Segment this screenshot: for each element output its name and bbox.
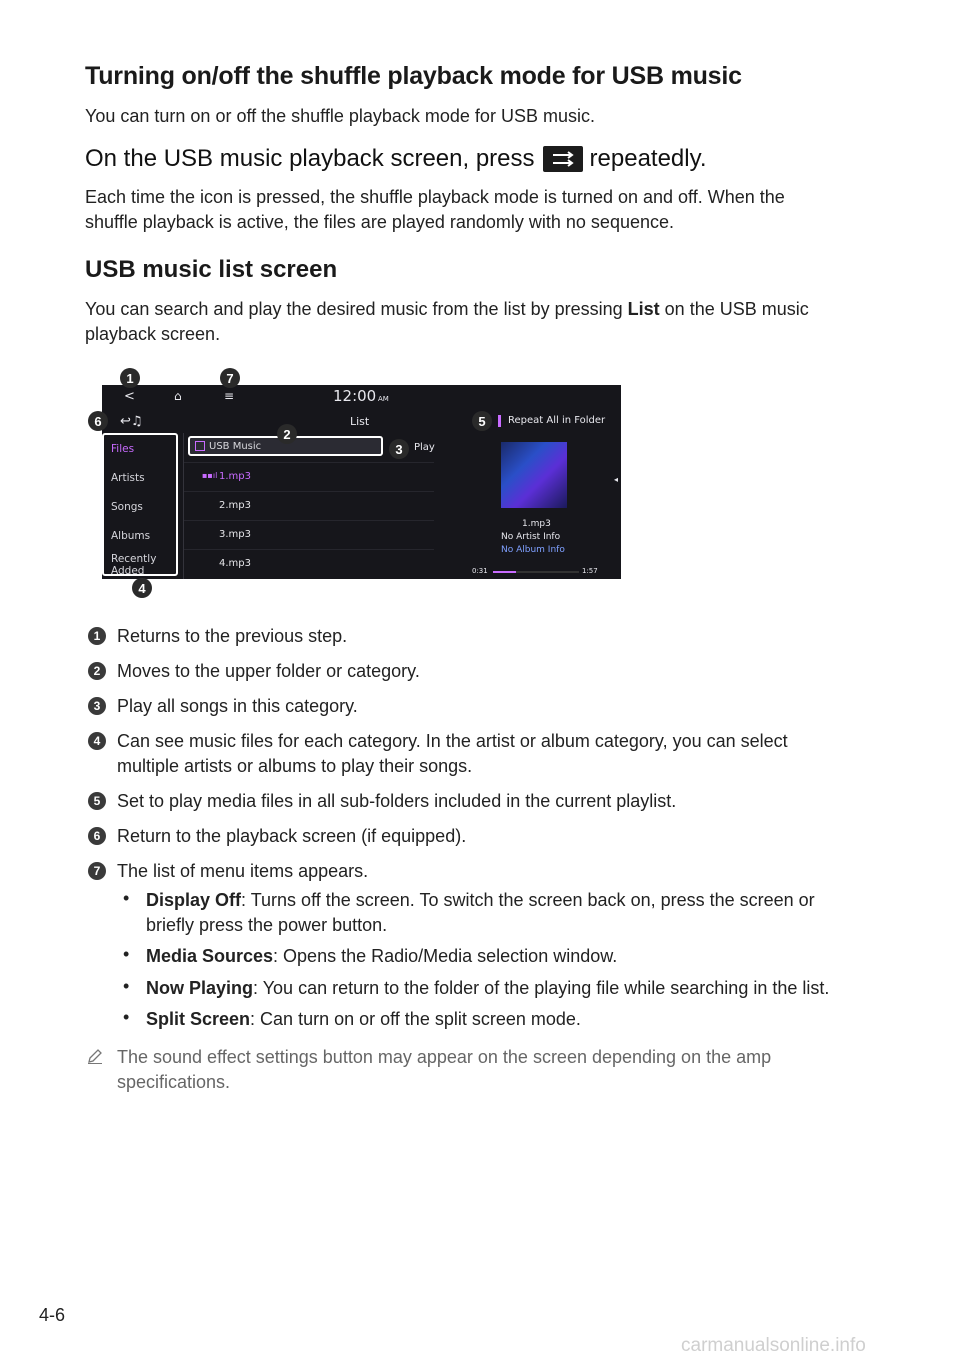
- path-label: USB Music: [209, 441, 262, 452]
- desc-line-1: Each time the icon is pressed, the shuffle playback mode is turned on and off. When the: [85, 187, 785, 207]
- album-art: [501, 442, 567, 508]
- callout-7: 7: [220, 368, 240, 388]
- bullet-dot: •: [123, 1007, 130, 1027]
- bullet-media-sources: [146, 944, 886, 969]
- category-recently[interactable]: Recently: [111, 553, 157, 565]
- desc-line-2: shuffle playback is active, the files are played randomly with no sequence.: [85, 212, 674, 232]
- return-playback-icon[interactable]: ↩♫: [120, 414, 143, 429]
- bullet-bold: Media Sources: [146, 946, 274, 966]
- step-heading: [85, 145, 707, 173]
- home-icon[interactable]: ⌂: [174, 389, 182, 403]
- item-text-5: Set to play media files in all sub-folders included in the current playlist.: [117, 791, 677, 811]
- bullet-display-off: [146, 888, 886, 913]
- item-text-4: Can see music files for each category. In the artist or album category, you can select: [117, 731, 788, 751]
- bullet-split-screen: [146, 1007, 886, 1032]
- repeat-indicator: [498, 415, 501, 427]
- back-icon[interactable]: <: [124, 389, 135, 404]
- section-heading-list: USB music list screen: [85, 256, 338, 283]
- callout-6: 6: [88, 411, 108, 431]
- page-number: 4-6: [39, 1305, 66, 1325]
- note-line-2: specifications.: [117, 1072, 231, 1092]
- bullet-text: : Opens the Radio/Media selection window.: [273, 946, 618, 966]
- folder-icon: [195, 441, 205, 451]
- progress-track[interactable]: [493, 571, 579, 573]
- bullet-dot: •: [123, 976, 130, 996]
- category-albums[interactable]: Albums: [111, 530, 151, 542]
- bullet-dot: •: [123, 944, 130, 964]
- item-text-7: The list of menu items appears.: [117, 861, 369, 881]
- menu-icon[interactable]: ≡: [224, 389, 235, 403]
- np-elapsed: 0:31: [472, 567, 488, 575]
- callout-5: 5: [472, 411, 492, 431]
- bullet-text: : Turns off the screen. To switch the screen back on, press the screen or: [241, 890, 815, 910]
- np-artist: No Artist Info: [501, 532, 561, 542]
- bullet-bold: Now Playing: [146, 978, 254, 998]
- item-text-4b: multiple artists or albums to play their songs.: [117, 756, 473, 776]
- intro-list-after: on the USB music: [664, 299, 809, 319]
- track-4[interactable]: 4.mp3: [219, 558, 251, 569]
- watermark: carmanualsonline.info: [681, 1335, 866, 1356]
- item-num-3: 3: [88, 697, 106, 715]
- play-all-button[interactable]: Play: [414, 442, 435, 453]
- bullet-text: : You can return to the folder of the playing file while searching in the list.: [253, 978, 830, 998]
- step-text-before: On the USB music playback screen, press: [85, 145, 535, 172]
- np-album: No Album Info: [501, 545, 565, 555]
- bullet-display-off-cont: briefly press the power button.: [146, 915, 388, 935]
- item-num-5: 5: [88, 792, 106, 810]
- item-num-2: 2: [88, 662, 106, 680]
- track-3[interactable]: 3.mp3: [219, 529, 251, 540]
- repeat-button[interactable]: Repeat All in Folder: [508, 415, 606, 426]
- category-songs[interactable]: Songs: [111, 501, 143, 513]
- usb-list-screen: [102, 385, 621, 579]
- note-pencil-icon: [86, 1047, 104, 1070]
- intro-list-bold: List: [627, 299, 660, 319]
- bullet-now-playing: [146, 976, 886, 1001]
- intro-list-before: You can search and play the desired music from the list by pressing: [85, 299, 623, 319]
- now-playing-icon: ▪▪ıl: [202, 471, 218, 480]
- clock: 12:00: [333, 387, 377, 405]
- divider: [183, 433, 184, 579]
- item-num-4: 4: [88, 732, 106, 750]
- track-separator: [184, 462, 434, 463]
- item-num-1: 1: [88, 627, 106, 645]
- note-text: [117, 1045, 837, 1095]
- callout-2: 2: [277, 424, 297, 444]
- clock-ampm: AM: [378, 395, 389, 403]
- bullet-text: : Can turn on or off the split screen mode.: [250, 1009, 581, 1029]
- intro-shuffle: You can turn on or off the shuffle playback mode for USB music.: [85, 106, 595, 126]
- screen-title: List: [350, 415, 370, 428]
- bullet-dot: •: [123, 888, 130, 908]
- callout-1: 1: [120, 368, 140, 388]
- track-1[interactable]: 1.mp3: [219, 471, 251, 482]
- item-text-1: Returns to the previous step.: [117, 626, 348, 646]
- shuffle-icon: [543, 146, 583, 172]
- callout-4: 4: [132, 578, 152, 598]
- side-arrow-icon[interactable]: ◂: [614, 475, 619, 484]
- item-text-3: Play all songs in this category.: [117, 696, 358, 716]
- item-text-2: Moves to the upper folder or category.: [117, 661, 420, 681]
- item-num-7: 7: [88, 862, 106, 880]
- intro-list-line-1: [85, 297, 809, 322]
- step-text-after: repeatedly.: [589, 145, 707, 172]
- bullet-bold: Display Off: [146, 890, 242, 910]
- bullet-bold: Split Screen: [146, 1009, 251, 1029]
- track-separator: [184, 491, 434, 492]
- track-separator: [184, 549, 434, 550]
- section-heading-shuffle: Turning on/off the shuffle playback mode for USB music: [85, 62, 742, 90]
- note-line-1: The sound effect settings button may appear on the screen depending on the amp: [117, 1047, 772, 1067]
- callout-3: 3: [389, 439, 409, 459]
- item-text-6: Return to the playback screen (if equipped).: [117, 826, 467, 846]
- intro-list-line-2: playback screen.: [85, 324, 221, 344]
- np-total: 1:57: [582, 567, 598, 575]
- np-file: 1.mp3: [522, 519, 551, 529]
- category-artists[interactable]: Artists: [111, 472, 145, 484]
- category-files[interactable]: Files: [111, 443, 135, 455]
- category-added[interactable]: Added: [111, 565, 145, 577]
- track-2[interactable]: 2.mp3: [219, 500, 251, 511]
- track-separator: [184, 520, 434, 521]
- progress-fill: [493, 571, 516, 573]
- item-num-6: 6: [88, 827, 106, 845]
